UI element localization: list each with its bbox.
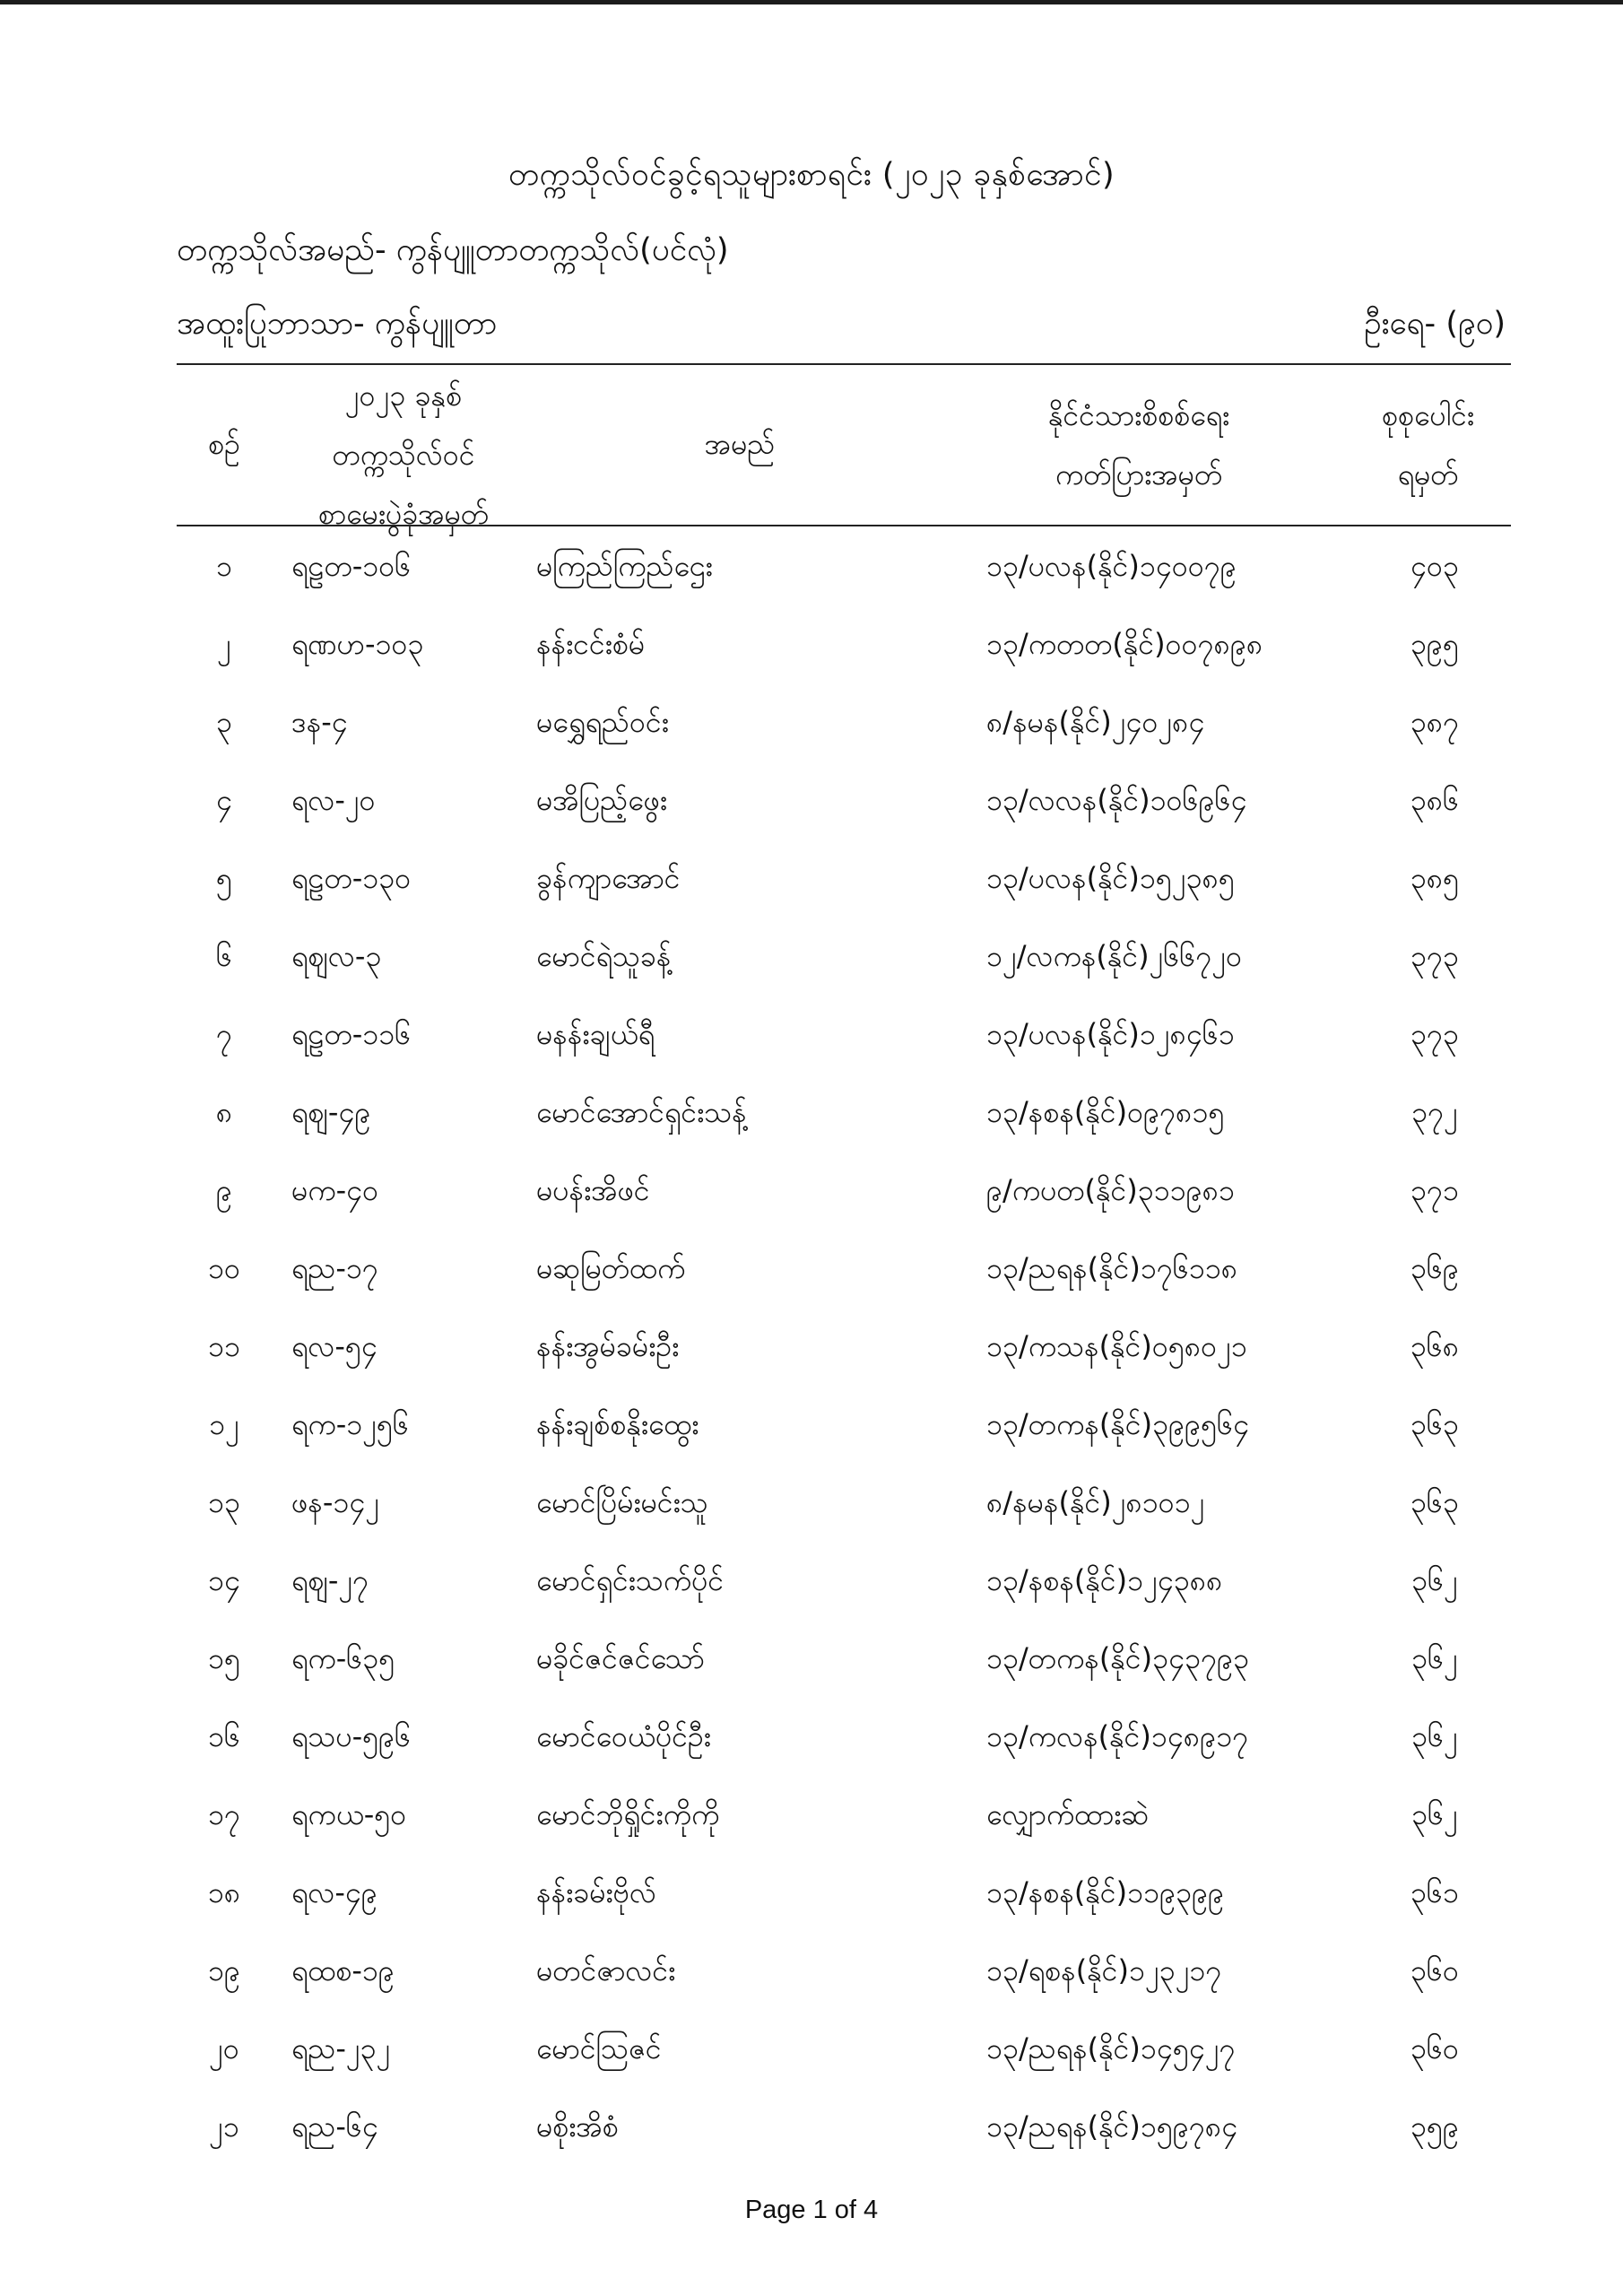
table-row: [0, 841, 1623, 919]
major-line: အထူးပြုဘာသာ- ကွန်ပျူတာ: [177, 306, 498, 342]
row-score: ၃၈၇: [1410, 705, 1460, 739]
table-row: [0, 1465, 1623, 1544]
row-name: မကြည်ကြည်ဌေး: [536, 549, 713, 583]
row-seat-number: ရဠတ-၁၀၆: [291, 549, 412, 583]
row-nrc: ၈/နမန(နိုင်)၂၈၁၀၁၂: [986, 1485, 1205, 1519]
table-row: [0, 1309, 1623, 1387]
row-name: မစိုးအိစံ: [536, 2109, 619, 2144]
table-row: [0, 997, 1623, 1075]
header-reg-line2: တက္ကသိုလ်ဝင်: [332, 438, 475, 472]
row-no: ၁၆: [208, 1719, 240, 1753]
row-score: ၃၆၉: [1410, 1251, 1459, 1285]
row-no: ၂၀: [209, 2031, 239, 2066]
row-seat-number: ရကယ-၅၀: [291, 1797, 407, 1831]
row-nrc: ၁၃/နစန(နိုင်)၁၁၉၃၉၉: [986, 1875, 1225, 1909]
row-seat-number: ရထစ-၁၉: [291, 1953, 395, 1987]
row-seat-number: ရဠတ-၁၃၀: [291, 861, 412, 895]
row-name: မတင်ဇာလင်း: [536, 1953, 676, 1987]
university-line: တက္ကသိုလ်အမည်- ကွန်ပျူတာတက္ကသိုလ်(ပင်လုံ): [177, 232, 729, 268]
row-nrc: ၁၃/ကသန(နိုင်)၀၅၈၀၂၁: [986, 1329, 1247, 1363]
row-seat-number: ရဠတ-၁၁၆: [291, 1017, 412, 1051]
quota-line: ဦးရေ- (၉၀): [1364, 306, 1506, 342]
table-row: [0, 919, 1623, 997]
row-name: နန်းအွမ်ခမ်းဦး: [536, 1329, 680, 1363]
table-header-rule: [177, 525, 1511, 526]
row-score: ၃၈၆: [1410, 783, 1460, 817]
row-no: ၁၃: [208, 1485, 240, 1519]
header-nrc-line2: ကတ်ပြားအမှတ်: [1055, 457, 1223, 491]
table-row: [0, 1231, 1623, 1309]
row-nrc: ၁၃/ညရန(နိုင်)၁၄၅၄၂၇: [986, 2031, 1236, 2066]
row-nrc: ၁၃/နစန(နိုင်)၀၉၇၈၁၅: [986, 1095, 1225, 1129]
row-name: မအိပြည့်ဖွေး: [536, 783, 667, 817]
row-score: ၃၉၅: [1410, 627, 1459, 661]
row-score: ၃၇၃: [1410, 1017, 1459, 1051]
row-no: ၅: [216, 861, 232, 895]
row-seat-number: ရက-၆၃၅: [291, 1641, 395, 1675]
page-number: Page 1 of 4: [744, 2196, 879, 2224]
row-name: နန်းငင်းစံမ်: [536, 627, 646, 661]
row-score: ၃၆၂: [1411, 1719, 1458, 1753]
row-no: ၉: [216, 1173, 232, 1207]
table-row: [0, 1856, 1623, 1934]
row-nrc: ၁၃/ပလန(နိုင်)၁၅၂၃၈၅: [986, 861, 1235, 895]
row-name: မခိုင်ဇင်ဇင်သော်: [536, 1641, 705, 1675]
scan-edge: [0, 0, 1623, 4]
table-row: [0, 1778, 1623, 1856]
header-name: အမည်: [704, 427, 776, 461]
table-row: [0, 1387, 1623, 1465]
row-name: မဆုမြတ်ထက်: [536, 1251, 686, 1285]
table-row: [0, 1544, 1623, 1622]
row-score: ၃၆၂: [1411, 1563, 1458, 1597]
header-exam-seat-number: [278, 366, 529, 544]
header-nrc-line1: နိုင်ငံသားစိစစ်ရေး: [1047, 398, 1230, 432]
document-title: တက္ကသိုလ်ဝင်ခွင့်ရသူများစာရင်း (၂၀၂၃ ခုနှစ်အောင်): [508, 157, 1115, 193]
row-no: ၁: [216, 549, 232, 583]
row-seat-number: ရည-၆၄: [291, 2109, 378, 2144]
row-seat-number: ရဏဟ-၁၀၃: [291, 627, 424, 661]
header-score-line1: စုစုပေါင်း: [1381, 398, 1475, 432]
row-nrc: ၁၃/တကန(နိုင်)၃၉၉၅၆၄: [986, 1407, 1250, 1441]
header-no: စဉ်: [208, 427, 240, 461]
row-name: မောင်ဝေယံပိုင်ဦး: [536, 1719, 711, 1753]
row-seat-number: ဒန-၄: [291, 705, 348, 739]
row-nrc: ၁၃/ညရန(နိုင်)၁၇၆၁၁၈: [986, 1251, 1238, 1285]
row-nrc: ၁၃/ကတတ(နိုင်)၀၀၇၈၉၈: [986, 627, 1263, 661]
row-score: ၃၆၃: [1410, 1407, 1459, 1441]
row-no: ၈: [215, 1095, 233, 1129]
row-seat-number: ရသပ-၅၉၆: [291, 1719, 412, 1753]
table-body: [0, 529, 1623, 2168]
table-row: [0, 1153, 1623, 1231]
header-score-line2: ရမှတ်: [1397, 457, 1459, 491]
row-score: ၃၇၂: [1411, 1095, 1458, 1129]
table-top-rule: [177, 363, 1511, 365]
row-nrc: ၁၃/လလန(နိုင်)၁၀၆၉၆၄: [986, 783, 1247, 817]
row-nrc: ၁၃/နစန(နိုင်)၁၂၄၃၈၈: [986, 1563, 1223, 1597]
row-seat-number: မက-၄၀: [291, 1173, 379, 1207]
row-no: ၃: [216, 705, 232, 739]
row-score: ၃၆၈: [1410, 1329, 1460, 1363]
row-score: ၃၇၃: [1410, 939, 1459, 973]
row-name: မောင်ဘိုရှိုင်းကိုကို: [536, 1797, 720, 1831]
row-name: မောင်သြဇင်: [536, 2031, 662, 2066]
table-row: [0, 2090, 1623, 2168]
row-no: ၁၁: [208, 1329, 240, 1363]
table-row: [0, 1700, 1623, 1778]
row-score: ၄၀၃: [1410, 549, 1459, 583]
table-row: [0, 1075, 1623, 1153]
table-row: [0, 685, 1623, 763]
row-score: ၃၆၂: [1411, 1641, 1458, 1675]
row-no: ၁၇: [208, 1797, 240, 1831]
row-name: မောင်အောင်ရှင်းသန့်: [536, 1095, 747, 1129]
header-reg-line1: ၂၀၂၃ ခုနှစ်: [344, 378, 463, 413]
table-row: [0, 1934, 1623, 2012]
row-no: ၁၄: [208, 1563, 240, 1597]
table-row: [0, 607, 1623, 685]
row-seat-number: ဖန-၁၄၂: [291, 1485, 380, 1519]
row-name: မနန်းချယ်ရီ: [536, 1017, 655, 1051]
row-name: မပန်းအိဖင်: [536, 1173, 650, 1207]
row-nrc: ၁၃/ညရန(နိုင်)၁၅၉၇၈၄: [986, 2109, 1238, 2144]
row-nrc: ၉/ကပတ(နိုင်)၃၁၁၉၈၁: [986, 1173, 1236, 1207]
row-score: ၃၇၁: [1410, 1173, 1459, 1207]
row-score: ၃၆၃: [1410, 1485, 1459, 1519]
row-name: နန်းခမ်းဗိုလ်: [536, 1875, 656, 1909]
row-name: မောင်ပြိမ်းမင်းသူ: [536, 1485, 708, 1519]
row-no: ၁၉: [208, 1953, 240, 1987]
table-row: [0, 1622, 1623, 1700]
row-name: နန်းချစ်စနိုးထွေး: [536, 1407, 699, 1441]
row-nrc: ၁၃/ရစန(နိုင်)၁၂၃၂၁၇: [986, 1953, 1222, 1987]
row-nrc: ၈/နမန(နိုင်)၂၄၀၂၈၄: [986, 705, 1205, 739]
row-nrc: လျှောက်ထားဆဲ: [986, 1797, 1150, 1831]
row-no: ၇: [216, 1017, 232, 1051]
row-seat-number: ရလ-၅၄: [291, 1329, 378, 1363]
row-nrc: ၁၃/ကလန(နိုင်)၁၄၈၉၁၇: [986, 1719, 1249, 1753]
row-score: ၃၅၉: [1410, 2109, 1459, 2144]
row-nrc: ၁၃/ပလန(နိုင်)၁၂၈၄၆၁: [986, 1017, 1235, 1051]
row-no: ၁၂: [209, 1407, 239, 1441]
row-score: ၃၆၀: [1410, 2031, 1459, 2066]
row-no: ၄: [216, 783, 232, 817]
row-name: ခွန်ကျာအောင်: [536, 861, 681, 895]
table-row: [0, 529, 1623, 607]
row-score: ၃၆၂: [1411, 1797, 1458, 1831]
header-total-score: [1345, 386, 1511, 504]
row-no: ၁၀: [208, 1251, 240, 1285]
row-nrc: ၁၂/လကန(နိုင်)၂၆၆၇၂၀: [986, 939, 1243, 973]
row-seat-number: ရဈ-၄၉: [291, 1095, 371, 1129]
row-name: မောင်ရဲသူခန့်: [536, 939, 672, 973]
table-row: [0, 2012, 1623, 2090]
row-score: ၃၆၀: [1410, 1953, 1459, 1987]
row-no: ၆: [216, 939, 232, 973]
row-no: ၁၈: [207, 1875, 241, 1909]
row-no: ၁၅: [208, 1641, 240, 1675]
row-nrc: ၁၃/ပလန(နိုင်)၁၄၀၀၇၉: [986, 549, 1237, 583]
row-seat-number: ရဈလ-၃: [291, 939, 382, 973]
row-seat-number: ရလ-၄၉: [291, 1875, 378, 1909]
header-reg-line3: စာမေးပွဲခုံအမှတ်: [318, 497, 489, 531]
row-name: မောင်ရှင်းသက်ပိုင်: [536, 1563, 725, 1597]
row-seat-number: ရဈ-၂၇: [291, 1563, 369, 1597]
row-name: မရွှေရည်ဝင်း: [536, 705, 669, 739]
row-seat-number: ရလ-၂၀: [291, 783, 376, 817]
row-seat-number: ရည-၂၃၂: [291, 2031, 391, 2066]
row-no: ၂၁: [209, 2109, 239, 2144]
row-seat-number: ရက-၁၂၅၆: [291, 1407, 409, 1441]
row-score: ၃၈၅: [1410, 861, 1460, 895]
row-nrc: ၁၃/တကန(နိုင်)၃၄၃၇၉၃: [986, 1641, 1250, 1675]
table-row: [0, 763, 1623, 841]
row-no: ၂: [217, 627, 231, 661]
row-seat-number: ရည-၁၇: [291, 1251, 378, 1285]
header-nrc: [959, 386, 1318, 504]
row-score: ၃၆၁: [1410, 1875, 1459, 1909]
